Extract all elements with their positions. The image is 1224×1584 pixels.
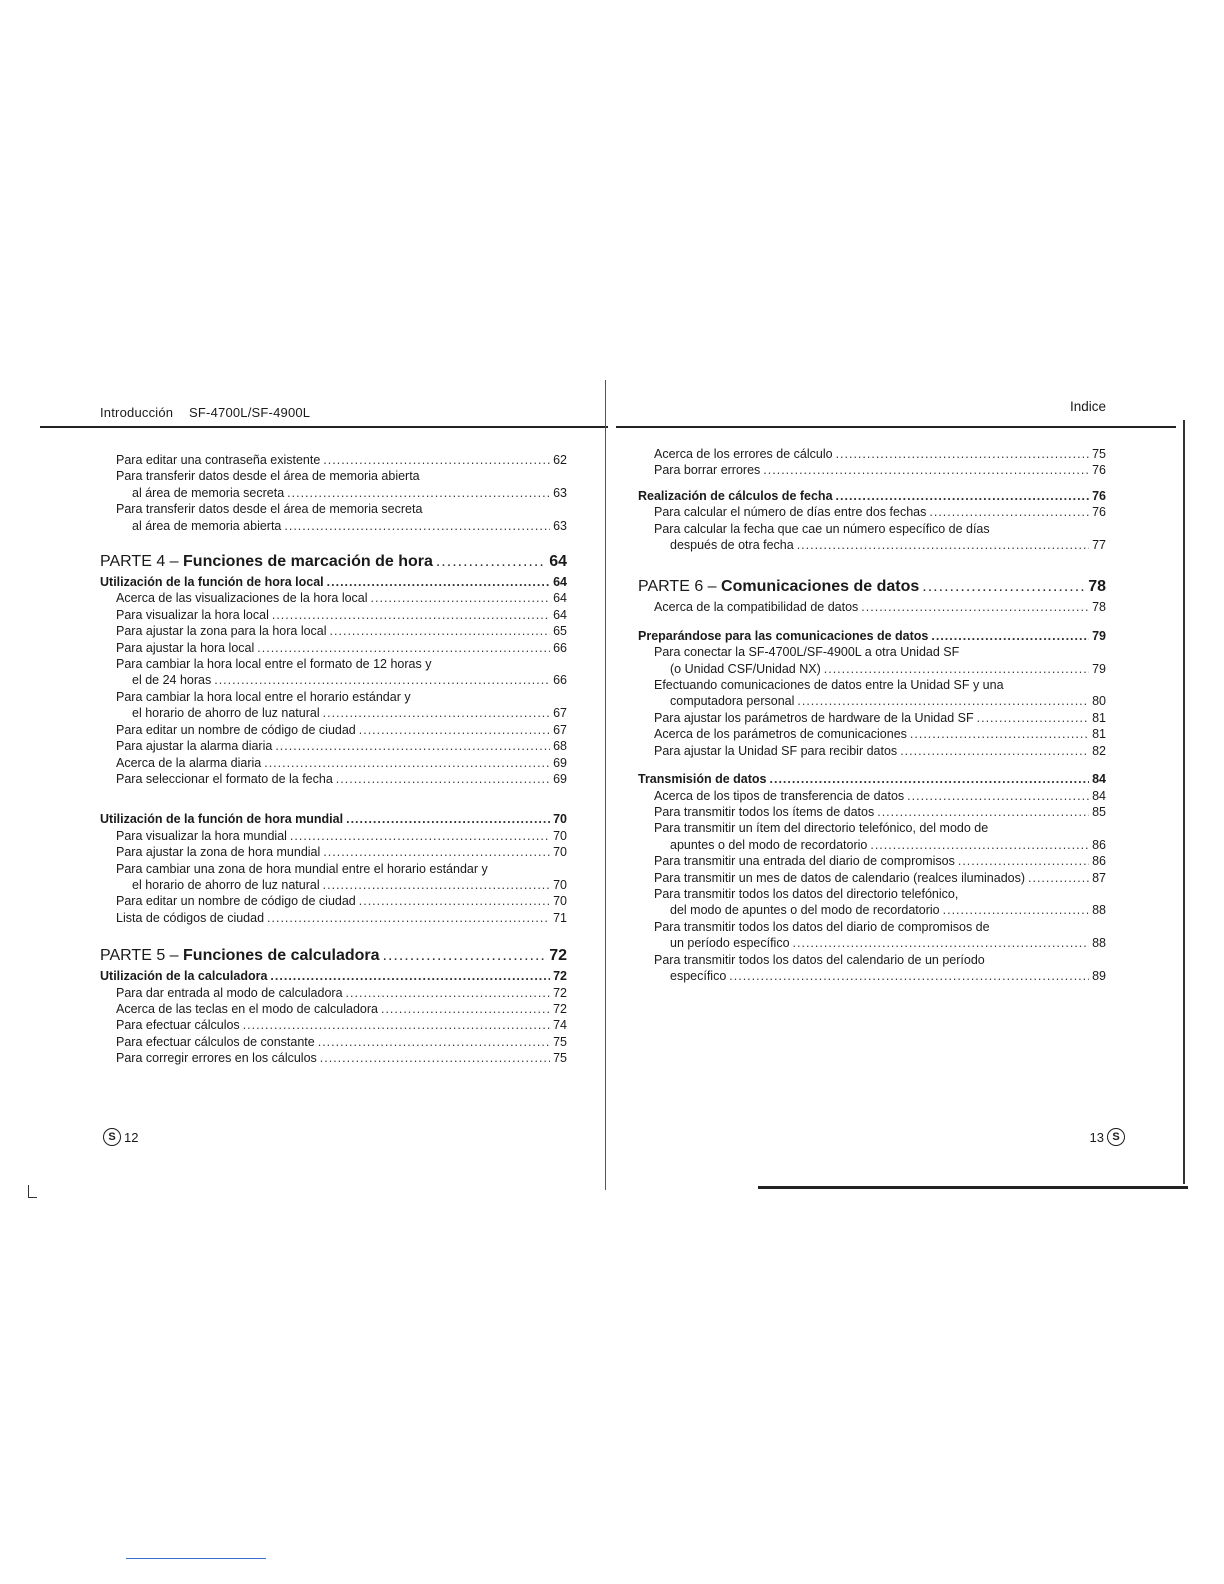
part-heading-6[interactable]: PARTE 6 – Comunicaciones de datos ..... 78: [638, 577, 1106, 597]
toc-entry[interactable]: Para calcular el número de días entre dos fechas ..... 76: [638, 504, 1106, 520]
part-heading-5[interactable]: PARTE 5 – Funciones de calculadora ..... 72: [100, 946, 567, 966]
toc-entry[interactable]: Para transmitir todos los datos del calendario de un período: [654, 952, 985, 967]
page-number: 12: [124, 1129, 139, 1145]
toc-entry[interactable]: Para editar una contraseña existente ..... 62: [100, 452, 567, 468]
toc-entry[interactable]: Para cambiar una zona de hora mundial entre el horario estándar y: [116, 861, 488, 876]
toc-entry[interactable]: Para calcular la fecha que cae un número específico de días: [654, 521, 990, 536]
toc-left: [100, 452, 567, 1067]
toc-entry[interactable]: Para ajustar la Unidad SF para recibir datos ..... 82: [638, 743, 1106, 759]
toc-entry-cont[interactable]: el horario de ahorro de luz natural ..... 70: [100, 877, 567, 893]
toc-entry[interactable]: Acerca de los errores de cálculo ..... 75: [638, 446, 1106, 462]
toc-entry[interactable]: Para corregir errores en los cálculos ..... 75: [100, 1050, 567, 1066]
toc-entry-cont[interactable]: apuntes o del modo de recordatorio ..... 86: [638, 837, 1106, 853]
header-rule: [40, 426, 608, 428]
toc-entry[interactable]: Para ajustar los parámetros de hardware de la Unidad SF ..... 81: [638, 710, 1106, 726]
toc-entry-cont[interactable]: computadora personal ..... 80: [638, 693, 1106, 709]
header-model: SF-4700L/SF-4900L: [189, 405, 311, 420]
s-badge-icon: S: [103, 1128, 121, 1146]
toc-entry[interactable]: Para visualizar la hora mundial ..... 70: [100, 828, 567, 844]
toc-entry[interactable]: Acerca de las teclas en el modo de calculadora ..... 72: [100, 1001, 567, 1017]
toc-entry[interactable]: Para efectuar cálculos ..... 74: [100, 1017, 567, 1033]
page-spine: [605, 380, 606, 1190]
toc-entry[interactable]: Para ajustar la hora local ..... 66: [100, 640, 567, 656]
toc-entry[interactable]: Para transferir datos desde el área de memoria secreta: [116, 502, 423, 517]
part-heading-4[interactable]: PARTE 4 – Funciones de marcación de hora ..... 64: [100, 552, 567, 572]
toc-entry[interactable]: Acerca de la compatibilidad de datos ..... 78: [638, 599, 1106, 615]
toc-entry[interactable]: Para visualizar la hora local ..... 64: [100, 607, 567, 623]
toc-entry-cont[interactable]: el horario de ahorro de luz natural ..... 67: [100, 705, 567, 721]
toc-entry[interactable]: Acerca de los tipos de transferencia de datos ..... 84: [638, 788, 1106, 804]
page-edge: [1183, 420, 1185, 1184]
page-footer-right: [1090, 1128, 1128, 1146]
toc-entry[interactable]: Acerca de la alarma diaria ..... 69: [100, 755, 567, 771]
header-title: Introducción: [100, 405, 174, 420]
header-rule: [616, 426, 1176, 428]
page-number: 13: [1089, 1129, 1104, 1145]
toc-entry[interactable]: Para seleccionar el formato de la fecha ..... 69: [100, 771, 567, 787]
section-heading[interactable]: Realización de cálculos de fecha ..... 76: [638, 488, 1106, 504]
toc-entry[interactable]: Para cambiar la hora local entre el horario estándar y: [116, 689, 411, 704]
toc-entry-cont[interactable]: al área de memoria secreta ..... 63: [100, 485, 567, 501]
toc-entry-cont[interactable]: al área de memoria abierta ..... 63: [100, 518, 567, 534]
toc-entry[interactable]: Para transmitir un mes de datos de calendario (realces iluminados) ..... 87: [638, 870, 1106, 886]
page-footer-left: [100, 1128, 138, 1146]
toc-entry[interactable]: Para editar un nombre de código de ciudad ..... 70: [100, 893, 567, 909]
toc-entry-cont[interactable]: (o Unidad CSF/Unidad NX) ..... 79: [638, 661, 1106, 677]
toc-entry[interactable]: Para transmitir un ítem del directorio telefónico, del modo de: [654, 821, 989, 836]
toc-entry[interactable]: Para transmitir todos los datos del directorio telefónico,: [654, 886, 959, 901]
toc-entry-cont[interactable]: del modo de apuntes o del modo de recordatorio ..... 88: [638, 902, 1106, 918]
toc-entry[interactable]: Para ajustar la zona de hora mundial ..... 70: [100, 844, 567, 860]
toc-entry[interactable]: Para ajustar la alarma diaria ..... 68: [100, 738, 567, 754]
toc-entry[interactable]: Acerca de los parámetros de comunicaciones ..... 81: [638, 726, 1106, 742]
section-heading[interactable]: Preparándose para las comunicaciones de datos ..... 79: [638, 628, 1106, 644]
scan-artifact-line: [126, 1558, 266, 1559]
crop-mark: [28, 1185, 37, 1198]
toc-entry[interactable]: Para transferir datos desde el área de memoria abierta: [116, 469, 420, 484]
toc-entry[interactable]: Para dar entrada al modo de calculadora ..... 72: [100, 985, 567, 1001]
running-header-left: [100, 405, 310, 420]
toc-entry[interactable]: Para editar un nombre de código de ciudad ..... 67: [100, 722, 567, 738]
bottom-rule: [758, 1186, 1188, 1189]
toc-entry[interactable]: Para conectar la SF-4700L/SF-4900L a otra Unidad SF: [654, 645, 960, 660]
toc-entry[interactable]: Efectuando comunicaciones de datos entre la Unidad SF y una: [654, 678, 1004, 693]
toc-entry[interactable]: Para transmitir todos los ítems de datos ..... 85: [638, 804, 1106, 820]
toc-entry[interactable]: Para transmitir todos los datos del diario de compromisos de: [654, 919, 990, 934]
toc-entry[interactable]: Para borrar errores ..... 76: [638, 462, 1106, 478]
toc-entry[interactable]: Para efectuar cálculos de constante ..... 75: [100, 1034, 567, 1050]
section-heading[interactable]: Utilización de la calculadora ..... 72: [100, 968, 567, 984]
toc-right: [638, 446, 1106, 984]
toc-entry[interactable]: Para ajustar la zona para la hora local ..... 65: [100, 623, 567, 639]
toc-entry[interactable]: Acerca de las visualizaciones de la hora local ..... 64: [100, 590, 567, 606]
toc-entry[interactable]: Para transmitir una entrada del diario de compromisos ..... 86: [638, 853, 1106, 869]
toc-entry[interactable]: Para cambiar la hora local entre el formato de 12 horas y: [116, 657, 432, 672]
section-heading[interactable]: Utilización de la función de hora mundial ..... 70: [100, 811, 567, 827]
toc-entry[interactable]: Lista de códigos de ciudad ..... 71: [100, 910, 567, 926]
toc-entry-cont[interactable]: un período específico ..... 88: [638, 935, 1106, 951]
toc-entry-cont[interactable]: después de otra fecha ..... 77: [638, 537, 1106, 553]
s-badge-icon: S: [1107, 1128, 1125, 1146]
toc-entry-cont[interactable]: el de 24 horas ..... 66: [100, 672, 567, 688]
section-heading[interactable]: Transmisión de datos ..... 84: [638, 771, 1106, 787]
toc-entry-cont[interactable]: específico ..... 89: [638, 968, 1106, 984]
section-heading[interactable]: Utilización de la función de hora local ..... 64: [100, 574, 567, 590]
running-header-right: Indice: [1069, 399, 1106, 414]
